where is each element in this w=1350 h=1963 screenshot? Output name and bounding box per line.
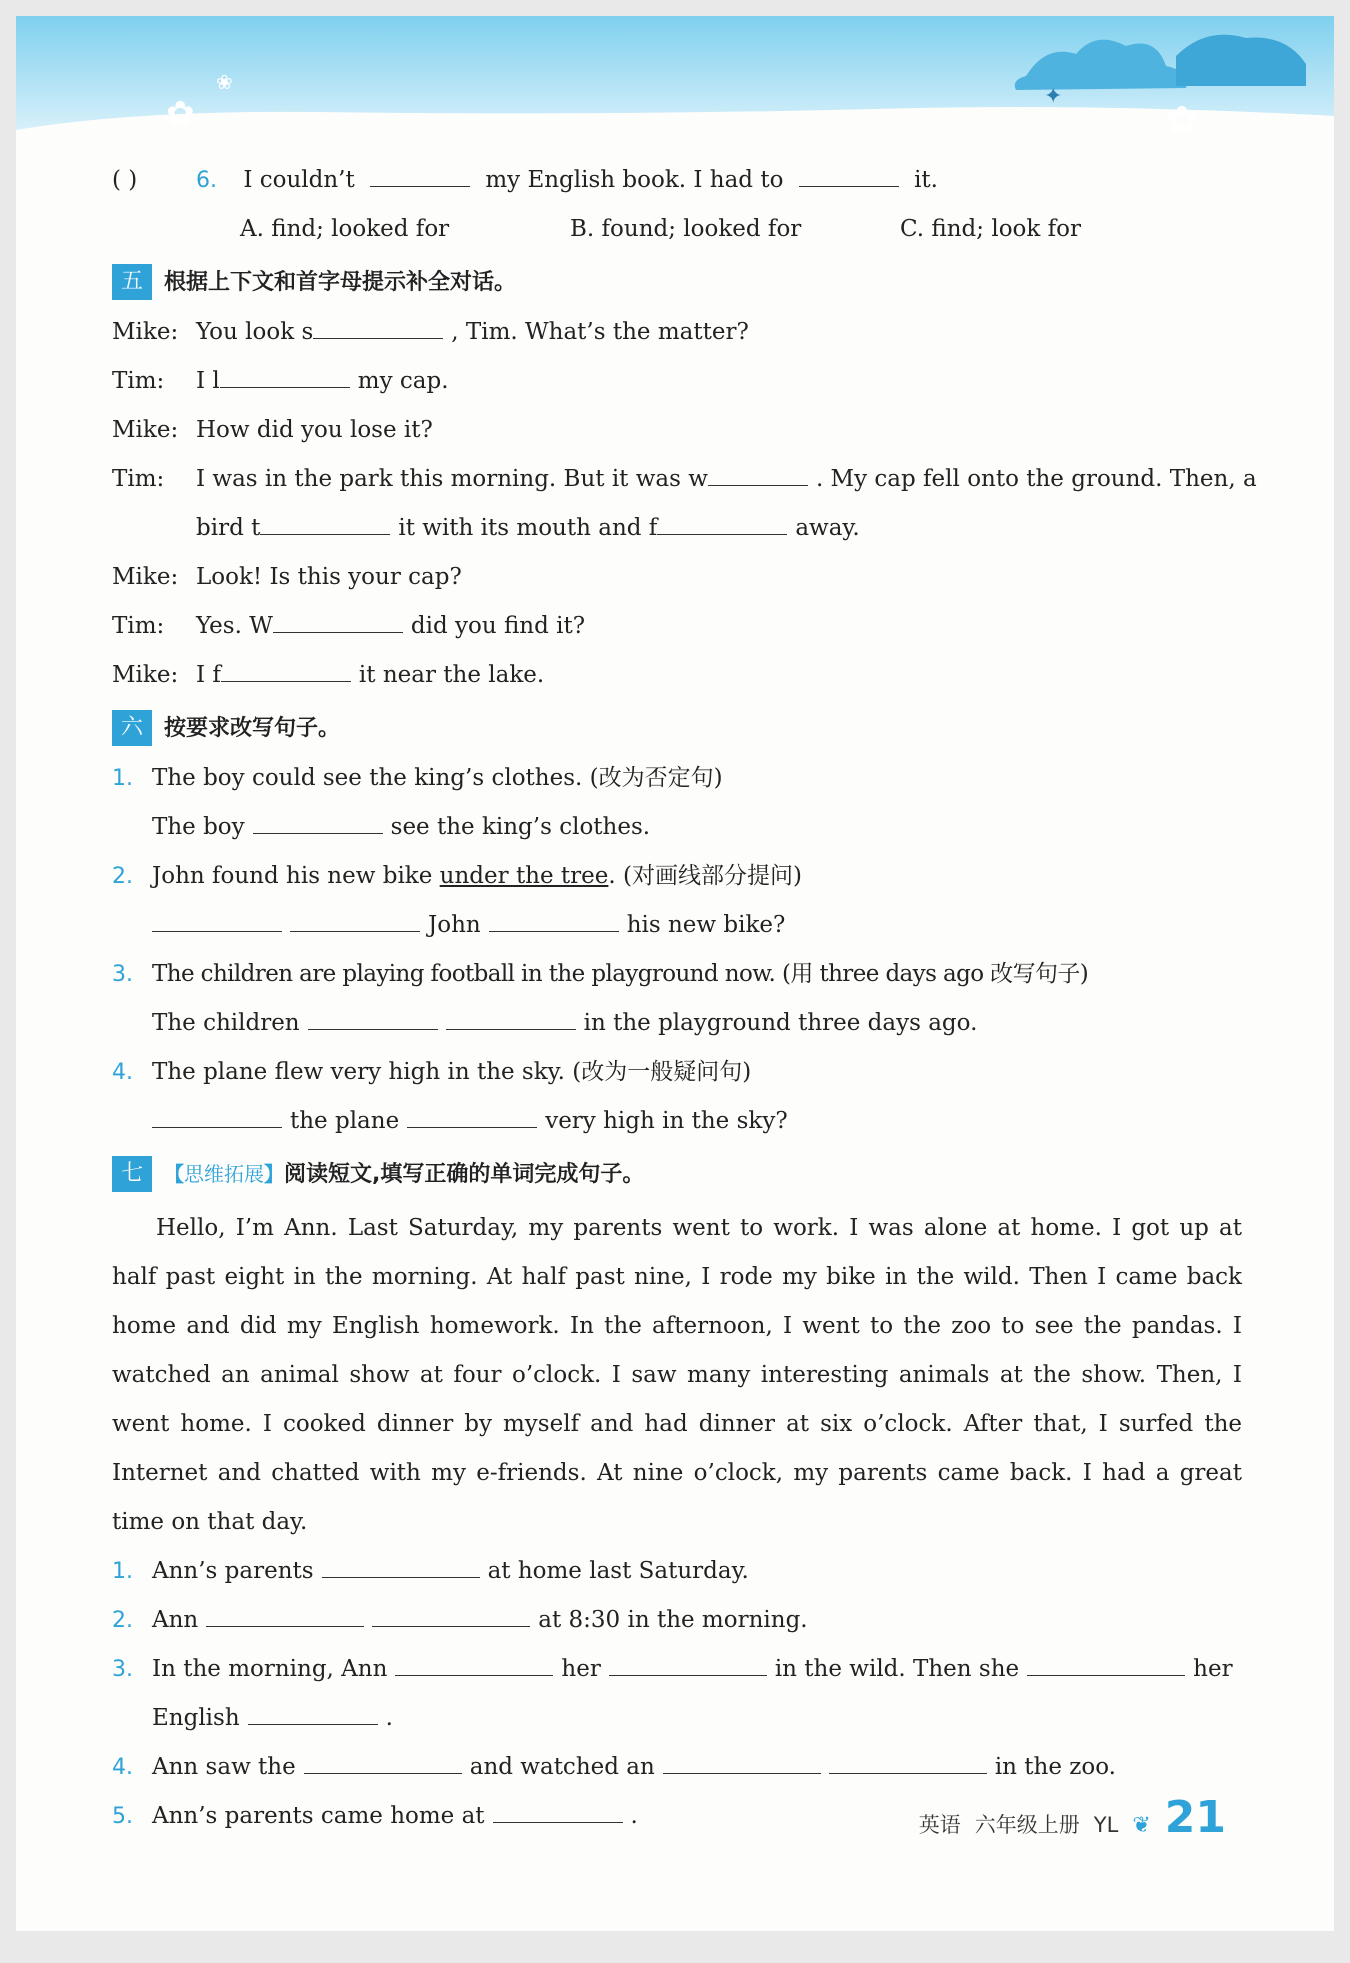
blank[interactable] bbox=[313, 314, 443, 339]
blank[interactable] bbox=[372, 1602, 530, 1627]
answer-text: see the king’s clothes. bbox=[390, 814, 651, 840]
speaker: Tim: bbox=[112, 368, 165, 394]
blank[interactable] bbox=[248, 1700, 378, 1725]
item-text: in the zoo. bbox=[994, 1754, 1116, 1780]
item-text: her bbox=[1193, 1656, 1233, 1682]
blank[interactable] bbox=[829, 1749, 987, 1774]
completion-item-cont bbox=[112, 1694, 1242, 1743]
rewrite-question bbox=[112, 852, 1242, 901]
section-5-header bbox=[112, 256, 1242, 308]
question-text: I couldn’t bbox=[243, 167, 355, 193]
blank[interactable] bbox=[657, 510, 787, 535]
item-text: Ann bbox=[152, 1607, 199, 1633]
item-text: at home last Saturday. bbox=[487, 1558, 749, 1584]
dialogue-line bbox=[112, 455, 1257, 504]
question-number: 1. bbox=[112, 1559, 133, 1584]
section-badge: 五 bbox=[112, 264, 152, 300]
blank[interactable] bbox=[206, 1602, 364, 1627]
completion-item bbox=[112, 1547, 1242, 1596]
footer-grade: 六年级上册 bbox=[974, 1813, 1080, 1837]
item-text: in the wild. Then she bbox=[774, 1656, 1020, 1682]
speaker: Tim: bbox=[112, 466, 165, 492]
answer-text: the plane bbox=[290, 1108, 400, 1134]
question-text: it. bbox=[914, 167, 938, 193]
blank[interactable] bbox=[152, 1103, 282, 1128]
dialogue-text: Yes. W bbox=[196, 613, 273, 639]
completion-item bbox=[112, 1596, 1242, 1645]
worksheet-content bbox=[112, 156, 1257, 1841]
section-title: 根据上下文和首字母提示补全对话。 bbox=[164, 269, 517, 295]
question-number: 2. bbox=[112, 1608, 133, 1633]
item-text: her bbox=[561, 1656, 601, 1682]
blank[interactable] bbox=[220, 363, 350, 388]
blank[interactable] bbox=[221, 657, 351, 682]
tag-bracket: 【 bbox=[164, 1161, 184, 1186]
tag-bracket: 】 bbox=[264, 1161, 284, 1186]
item-text: In the morning, Ann bbox=[152, 1656, 388, 1682]
section-title: 阅读短文,填写正确的单词完成句子。 bbox=[284, 1161, 645, 1187]
rewrite-answer bbox=[112, 999, 1242, 1048]
dialogue-line bbox=[112, 308, 1242, 357]
blank[interactable] bbox=[799, 162, 899, 187]
passage-text: Hello, I’m Ann. Last Saturday, my parents went to work. I was alone at home. I got up at half past eight in the morning. At half past nine, I rode my bike in the wild. Then I came back home and did my English homework. In the afternoon, I went to the zoo to see the pandas. I watched an animal show at four o’clock. I saw many interesting animals at the show. Then, I went home. I cooked dinner by myself and had dinner at six o’clock. After that, I surfed the Internet and chatted with my e-friends. At nine o’clock, my parents came back. I had a great time on that day. bbox=[112, 1215, 1242, 1535]
rewrite-answer bbox=[112, 1097, 1242, 1146]
question-number: 4. bbox=[112, 1060, 133, 1085]
question-text: The boy could see the king’s clothes. (改为否定句) bbox=[152, 765, 723, 791]
speaker: Mike: bbox=[112, 564, 179, 590]
section-7-header bbox=[112, 1148, 1242, 1200]
flower-icon: ✿ bbox=[1166, 98, 1198, 142]
blank[interactable] bbox=[446, 1005, 576, 1030]
answer-text: John bbox=[428, 912, 481, 938]
underlined-phrase: under the tree bbox=[439, 863, 609, 889]
blank[interactable] bbox=[407, 1103, 537, 1128]
blank[interactable] bbox=[304, 1749, 462, 1774]
footer-subject: 英语 bbox=[918, 1813, 961, 1837]
blank[interactable] bbox=[152, 907, 282, 932]
question-number: 2. bbox=[112, 864, 133, 889]
dialogue-line bbox=[112, 602, 1242, 651]
completion-item bbox=[112, 1743, 1242, 1792]
rewrite-question bbox=[112, 1048, 1242, 1097]
page-number: 21 bbox=[1164, 1792, 1226, 1843]
question-text: my English book. I had to bbox=[485, 167, 784, 193]
reading-passage bbox=[112, 1204, 1242, 1547]
option-c[interactable]: C. find; look for bbox=[900, 216, 1081, 242]
page-footer bbox=[905, 1792, 1226, 1843]
speaker: Mike: bbox=[112, 319, 179, 345]
section-badge: 六 bbox=[112, 710, 152, 746]
butterfly-icon: ❀ bbox=[216, 70, 233, 94]
footer-edition: YL bbox=[1093, 1813, 1119, 1837]
item-text: Ann saw the bbox=[152, 1754, 296, 1780]
dialogue-text: I f bbox=[196, 662, 221, 688]
dialogue-text: , Tim. What’s the matter? bbox=[451, 319, 749, 345]
dialogue-text: I was in the park this morning. But it was w bbox=[196, 466, 708, 492]
question-text: The children are playing football in the playground now. (用 three days ago 改写句子) bbox=[152, 961, 1089, 987]
question-number: 5. bbox=[112, 1804, 133, 1829]
question-number: 3. bbox=[112, 1657, 133, 1682]
dialogue-text: did you find it? bbox=[410, 613, 586, 639]
question-number: 1. bbox=[112, 766, 133, 791]
blank[interactable] bbox=[493, 1798, 623, 1823]
dialogue-line bbox=[112, 553, 1242, 602]
question-6 bbox=[112, 156, 1242, 205]
completion-item bbox=[112, 1645, 1242, 1694]
blank[interactable] bbox=[260, 510, 390, 535]
question-number: 4. bbox=[112, 1755, 133, 1780]
blank[interactable] bbox=[322, 1553, 480, 1578]
blank[interactable] bbox=[663, 1749, 821, 1774]
blank[interactable] bbox=[308, 1005, 438, 1030]
item-text: . bbox=[630, 1803, 638, 1829]
dialogue-text: it near the lake. bbox=[358, 662, 545, 688]
blank[interactable] bbox=[489, 907, 619, 932]
item-text: Ann’s parents came home at bbox=[152, 1803, 485, 1829]
leaf-icon: ❦ bbox=[1132, 1813, 1151, 1838]
blank[interactable] bbox=[290, 907, 420, 932]
header-banner bbox=[16, 16, 1334, 146]
rewrite-question bbox=[112, 950, 1242, 999]
dialogue-text: How did you lose it? bbox=[196, 417, 433, 443]
dialogue-text: I l bbox=[196, 368, 220, 394]
section-title: 按要求改写句子。 bbox=[164, 715, 341, 741]
answer-text: very high in the sky? bbox=[545, 1108, 788, 1134]
question-number: 6. bbox=[196, 168, 217, 193]
answer-bracket[interactable]: ( ) bbox=[112, 167, 138, 193]
blank[interactable] bbox=[370, 162, 470, 187]
speaker: Tim: bbox=[112, 613, 165, 639]
blank[interactable] bbox=[273, 608, 403, 633]
blank[interactable] bbox=[1027, 1651, 1185, 1676]
blank[interactable] bbox=[253, 809, 383, 834]
flower-icon: ✿ bbox=[166, 94, 195, 134]
question-number: 3. bbox=[112, 962, 133, 987]
question-text: The plane flew very high in the sky. (改为一般疑问句) bbox=[152, 1059, 752, 1085]
question-6-options bbox=[112, 205, 1242, 254]
item-text: English bbox=[152, 1705, 240, 1731]
tag-text: 思维拓展 bbox=[184, 1161, 264, 1186]
option-a[interactable]: A. find; looked for bbox=[240, 216, 450, 242]
answer-text: The children bbox=[152, 1010, 300, 1036]
dialogue-line bbox=[112, 651, 1242, 700]
section-6-header bbox=[112, 702, 1242, 754]
answer-text: in the playground three days ago. bbox=[583, 1010, 978, 1036]
dialogue-line bbox=[112, 357, 1242, 406]
rewrite-answer bbox=[112, 803, 1242, 852]
dragonfly-icon: ✦ bbox=[1044, 84, 1063, 109]
answer-text: his new bike? bbox=[626, 912, 786, 938]
blank[interactable] bbox=[708, 461, 808, 486]
section-badge: 七 bbox=[112, 1156, 152, 1192]
dialogue-line bbox=[112, 504, 1242, 553]
answer-text: The boy bbox=[152, 814, 245, 840]
workbook-page bbox=[16, 16, 1334, 1931]
section-tag bbox=[164, 1150, 284, 1199]
dialogue-text: Look! Is this your cap? bbox=[196, 564, 462, 590]
dialogue-text: You look s bbox=[196, 319, 314, 345]
dialogue-text: bird t bbox=[196, 515, 261, 541]
question-text: . (对画线部分提问) bbox=[608, 863, 802, 889]
option-b[interactable]: B. found; looked for bbox=[570, 216, 802, 242]
item-text: at 8:30 in the morning. bbox=[538, 1607, 808, 1633]
blank[interactable] bbox=[609, 1651, 767, 1676]
question-text: John found his new bike bbox=[152, 863, 440, 889]
dialogue-text: it with its mouth and f bbox=[398, 515, 658, 541]
rewrite-answer bbox=[112, 901, 1242, 950]
item-text: and watched an bbox=[469, 1754, 655, 1780]
dialogue-line bbox=[112, 406, 1242, 455]
speaker: Mike: bbox=[112, 662, 179, 688]
blank[interactable] bbox=[395, 1651, 553, 1676]
rewrite-question bbox=[112, 754, 1242, 803]
dialogue-text: my cap. bbox=[357, 368, 449, 394]
dialogue-text: . My cap fell onto the ground. Then, a bbox=[815, 466, 1257, 492]
dialogue-text: away. bbox=[795, 515, 860, 541]
item-text: Ann’s parents bbox=[152, 1558, 314, 1584]
speaker: Mike: bbox=[112, 417, 179, 443]
item-text: . bbox=[385, 1705, 393, 1731]
